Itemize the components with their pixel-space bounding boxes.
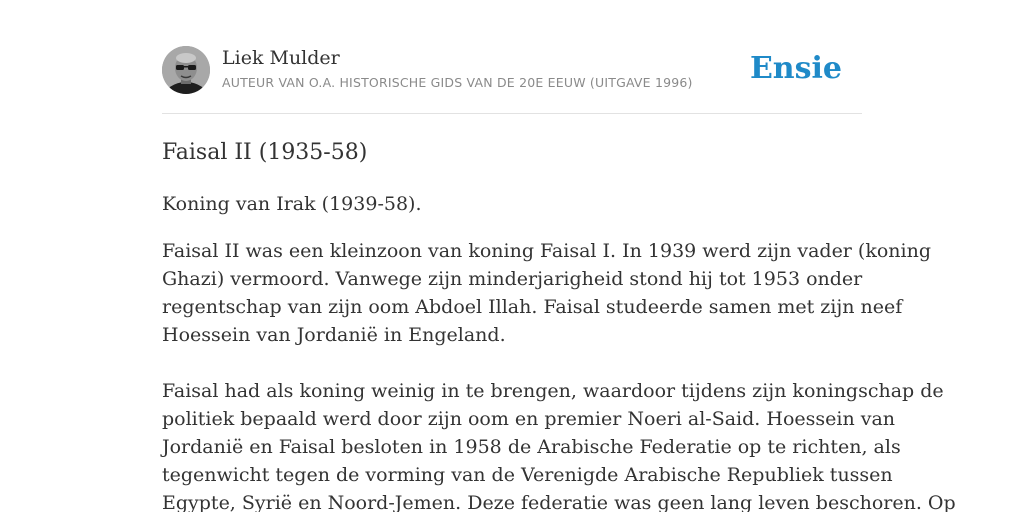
author-description: AUTEUR VAN O.A. HISTORISCHE GIDS VAN DE 20E EEUW (UITGAVE 1996) xyxy=(222,75,693,90)
paragraph-2 xyxy=(162,377,956,512)
author-header xyxy=(162,46,862,98)
text-line: Egypte, Syrië en Noord-Jemen. Deze federatie was geen lang leven beschoren. Op xyxy=(162,492,956,512)
article-body xyxy=(162,237,956,512)
author-name[interactable]: Liek Mulder xyxy=(222,47,340,69)
text-line: Hoessein van Jordanië in Engeland. xyxy=(162,324,506,346)
article-subtitle: Koning van Irak (1939-58). xyxy=(162,193,422,215)
ensie-logo[interactable]: Ensie xyxy=(749,51,842,86)
text-line: Faisal II was een kleinzoon van koning Faisal I. In 1939 werd zijn vader (koning xyxy=(162,240,932,262)
page-title: Faisal II (1935-58) xyxy=(162,140,368,165)
person-photo-icon xyxy=(162,46,210,94)
paragraph-1 xyxy=(162,237,932,349)
text-line: tegenwicht tegen de vorming van de Verenigde Arabische Republiek tussen xyxy=(162,464,893,486)
text-line: Faisal had als koning weinig in te brengen, waardoor tijdens zijn koningschap de xyxy=(162,380,944,402)
text-line: regentschap van zijn oom Abdoel Illah. Faisal studeerde samen met zijn neef xyxy=(162,296,903,318)
author-avatar[interactable] xyxy=(162,46,210,94)
header-divider xyxy=(162,113,862,114)
text-line: Jordanië en Faisal besloten in 1958 de Arabische Federatie op te richten, als xyxy=(162,436,901,458)
text-line: politiek bepaald werd door zijn oom en premier Noeri al-Said. Hoessein van xyxy=(162,408,896,430)
text-line: Ghazi) vermoord. Vanwege zijn minderjarigheid stond hij tot 1953 onder xyxy=(162,268,863,290)
